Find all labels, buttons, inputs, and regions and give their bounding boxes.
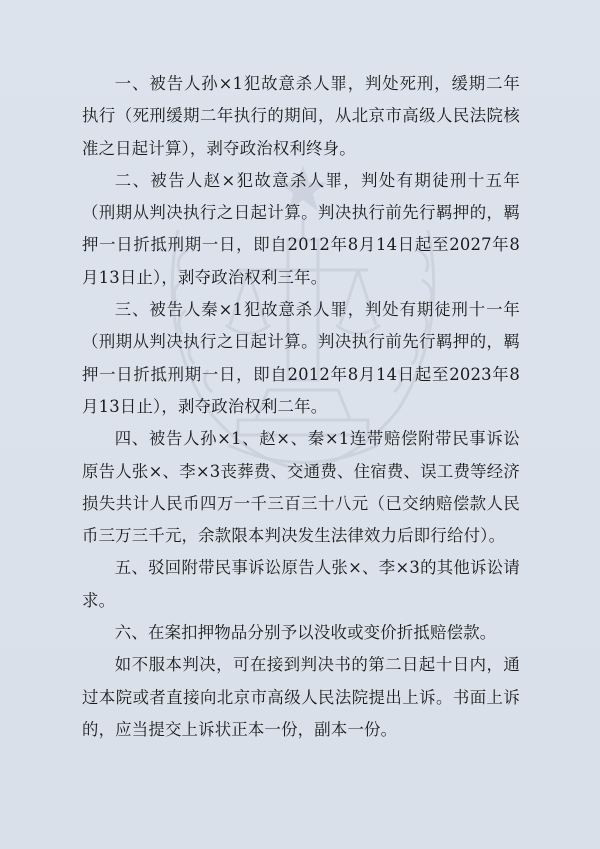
judgment-text xyxy=(82,68,520,746)
paragraph-compensation: 四、被告人孙×1、赵×、秦×1连带赔偿附带民事诉讼原告人张×、李×3丧葬费、交通费、住宿费、误工费等经济损失共计人民币四万一千三百三十八元（已交纳赔偿款人民币三万三千元，余款限本判决发生法律效力后即行给付）。 xyxy=(82,429,520,546)
paragraph-sentence-1: 一、被告人孙×1犯故意杀人罪，判处死刑，缓期二年执行（死刑缓期二年执行的期间，从北京市高级人民法院核准之日起计算），剥夺政治权利终身。 xyxy=(82,74,520,158)
paragraph-sentence-3: 三、被告人秦×1犯故意杀人罪，判处有期徒刑十一年（刑期从判决执行之日起计算。判决执行前先行羁押的，羁押一日折抵刑期一日，即自2012年8月14日起至2023年8月13日止），剥夺政治权利二年。 xyxy=(82,300,520,416)
paragraph-sentence-2: 二、被告人赵×犯故意杀人罪，判处有期徒刑十五年（刑期从判决执行之日起计算。判决执行前先行羁押的，羁押一日折抵刑期一日，即自2012年8月14日起至2027年8月13日止），剥夺政治权利三年。 xyxy=(82,170,520,287)
paragraph-seized-items: 六、在案扣押物品分别予以没收或变价折抵赔偿款。 xyxy=(114,623,497,643)
paragraph-appeal-notice: 如不服本判决，可在接到判决书的第二日起十日内，通过本院或者直接向北京市高级人民法院提出上诉。书面上诉的，应当提交上诉状正本一份，副本一份。 xyxy=(82,655,520,739)
paragraph-dismissal: 五、驳回附带民事诉讼原告人张×、李×3的其他诉讼请求。 xyxy=(82,558,520,610)
